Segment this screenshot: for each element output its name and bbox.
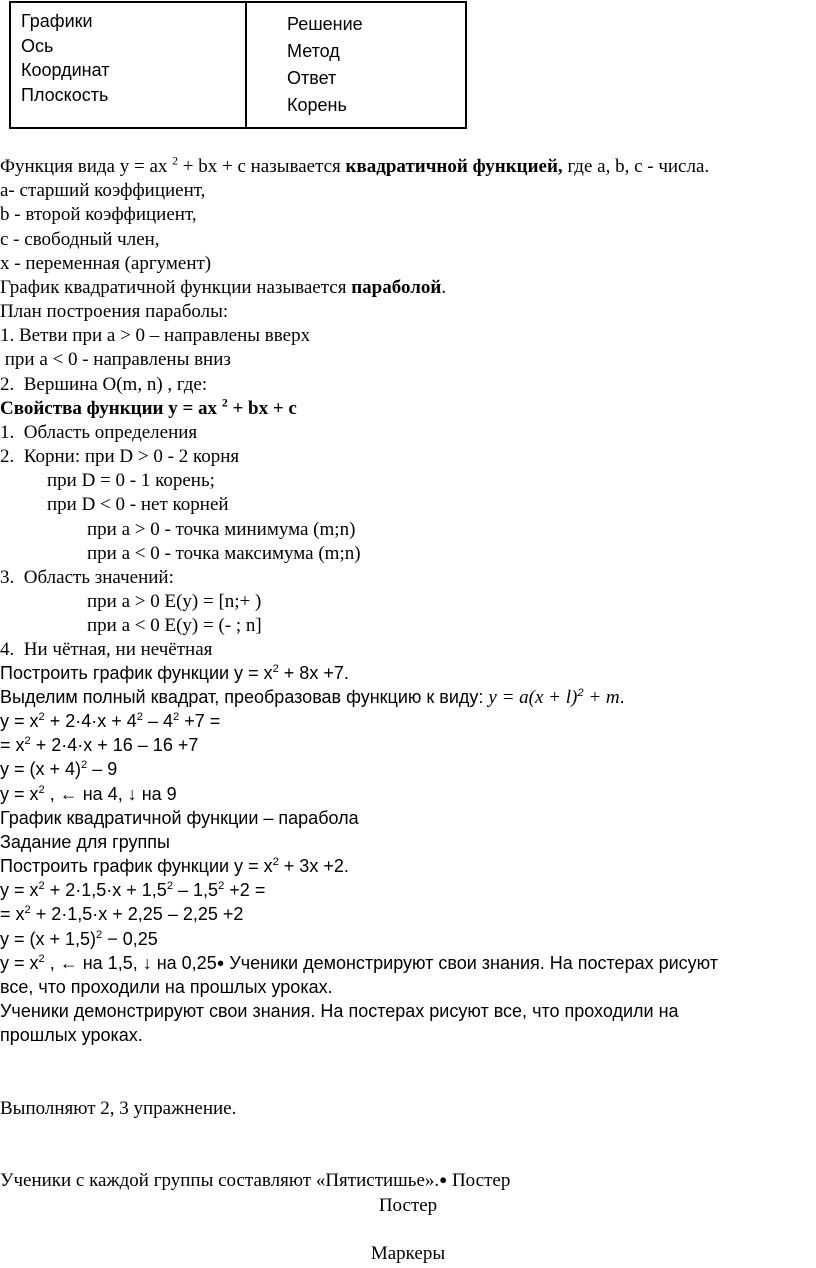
formula-line: $у = х^2$ , ← на 1,5, ↓ на 0,25● Ученики демонстрируют свои знания. На постерах рисуют [0, 953, 719, 973]
bullet-icon: ● [439, 1172, 448, 1187]
keyword: Корень [287, 95, 347, 115]
text-line: Выполняют 2, 3 упражнение. [0, 1098, 237, 1119]
text-line: при D < 0 - нет корней [47, 494, 229, 515]
text-line: 4. Ни чётная, ни нечётная [0, 639, 213, 660]
definition-line: Функция вида y = ax $^2$ + bx + c называется квадратичной функцией, где a, b, c - числа. [0, 154, 710, 177]
example-title: Построить график функции $у = х^2 + 3х +2$. [0, 856, 349, 876]
text-line: все, что проходили на прошлых уроках. [0, 977, 333, 997]
keyword: Плоскость [21, 84, 109, 105]
text-line: x - переменная (аргумент) [0, 253, 212, 274]
example-title: Построить график функции $у = х^2 + 8х +7$. [0, 663, 349, 683]
text-line: Задание для группы [0, 832, 170, 852]
formula-line: = $х^2 + 2\cdot 4\cdot х + 16 - 16 +7$ [0, 735, 199, 755]
text-line: 2. Вершина O(m, n) , где: [0, 374, 208, 395]
keyword: Координат [21, 60, 110, 80]
text-line: при a < 0 - точка максимума (m;n) [87, 543, 361, 564]
formula-line: $у = (х + 1,5)^2 - 0,25$ [0, 929, 158, 949]
keyword: Решение [287, 14, 363, 34]
keyword: Графики [21, 11, 93, 31]
keyword-table [9, 1, 467, 129]
bullet-icon: ● [216, 956, 225, 970]
text-line: 2. Корни: при D > 0 - 2 корня [0, 446, 240, 467]
text-line: Ученики с каждой группы составляют «Пятистишье».● Постер [0, 1170, 511, 1191]
materials-item: Постер [378, 1195, 438, 1216]
text-line: при D = 0 - 1 корень; [47, 470, 215, 491]
text-line: b - второй коэффициент, [0, 204, 197, 225]
formula-line: $у = х^2$ , ← на 4, ↓ на 9 [0, 784, 177, 804]
text-line: при a < 0 - направлены вниз [0, 349, 231, 370]
text-line: График квадратичной функции – парабола [0, 808, 359, 828]
keyword: Метод [287, 41, 340, 61]
formula-line: = $х^2 + 2\cdot 1,5\cdot х + 2,25 - 2,25 +2$ [0, 904, 244, 924]
properties-heading: Свойства функции y = ax $^2$ + bx + c [0, 396, 297, 419]
text-line: 1. Ветви при a > 0 – направлены вверх [0, 325, 311, 346]
text-line: при a > 0 E(y) = [n;+ ) [87, 591, 262, 612]
keyword: Ответ [287, 68, 337, 88]
text-line: прошлых уроках. [0, 1025, 143, 1045]
formula-line: $у = х^2 + 2\cdot 4\cdot х + 4^2 - 4^2 +7$ = [0, 711, 221, 731]
materials-item: Маркеры [370, 1243, 446, 1264]
text-line: План построения параболы: [0, 301, 229, 322]
text-line: a- старший коэффициент, [0, 180, 206, 201]
keyword: Ось [21, 35, 54, 56]
text-line: при a < 0 E(y) = (- ; n] [87, 615, 262, 636]
formula-line: $у = (х + 4)^2 - 9$ [0, 759, 118, 779]
text-line: c - свободный член, [0, 229, 160, 250]
text-line: Выделим полный квадрат, преобразовав функцию к виду: $y = a(x + l)^2 + m$. [0, 687, 625, 708]
text-line: График квадратичной функции называется параболой. [0, 277, 447, 298]
formula-line: $у = х^2 + 2\cdot 1,5\cdot х + 1,5^2 - 1,5^2 +2$ = [0, 880, 266, 900]
text-line: Ученики демонстрируют свои знания. На постерах рисуют все, что проходили на [0, 1001, 679, 1021]
text-line: 1. Область определения [0, 422, 198, 443]
keyword-column-right [247, 3, 465, 127]
text-line: при a > 0 - точка минимума (m;n) [87, 519, 356, 540]
keyword-column-left [11, 3, 247, 127]
text-line: 3. Область значений: [0, 567, 174, 588]
